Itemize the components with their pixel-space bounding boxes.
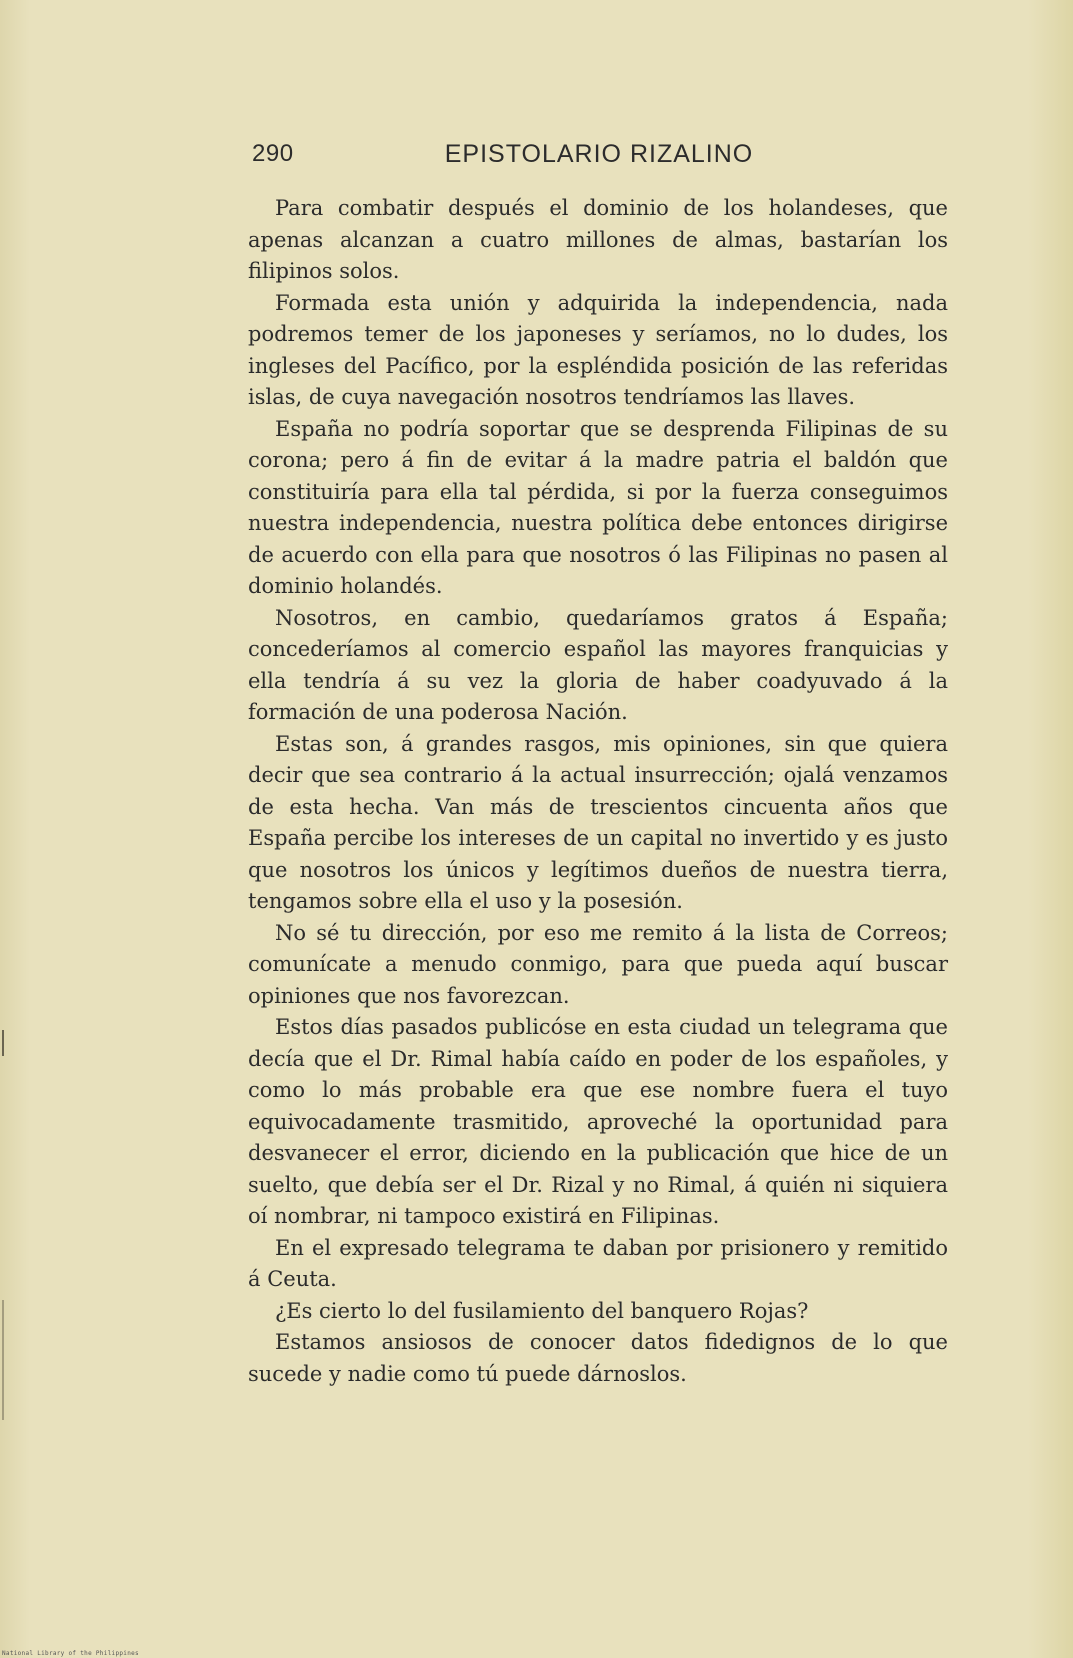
- paragraph: España no podría soportar que se desprenda Filipinas de su corona; pero á fin de evitar á la madre patria el baldón que constituiría para ella tal pérdida, si por la fuerza conseguimos nuestra independencia, nuestra política debe entonces dirigirse de acuerdo con ella para que nosotros ó las Filipinas no pasen al dominio holandés.: [248, 416, 948, 598]
- paragraph: Para combatir después el dominio de los holandeses, que apenas alcanzan a cuatro millones de almas, bastarían los filipinos solos.: [248, 196, 948, 283]
- paragraph: Formada esta unión y adquirida la independencia, nada podremos temer de los japoneses y seríamos, no lo dudes, los ingleses del Pacífico, por la espléndida posición de las referidas islas, de cuya navegación nosotros tendríamos las llaves.: [248, 290, 948, 409]
- letter-body: [248, 193, 948, 1390]
- paragraph: No sé tu dirección, por eso me remito á la lista de Correos; comunícate a menudo conmigo, para que pueda aquí buscar opiniones que nos favorezcan.: [248, 920, 948, 1008]
- scan-edge-mark: [2, 1300, 4, 1420]
- library-credit: National Library of the Philippines: [2, 1650, 139, 1657]
- running-title: EPISTOLARIO RIZALINO: [444, 140, 754, 168]
- paragraph: Estas son, á grandes rasgos, mis opiniones, sin que quiera decir que sea contrario á la actual insurrección; ojalá venzamos de esta hecha. Van más de trescientos cincuenta años que España percibe los intereses de un capital no invertido y es justo que nosotros los únicos y legítimos dueños de nuestra tierra, tengamos sobre ella el uso y la posesión.: [248, 731, 948, 913]
- paragraph: Estamos ansiosos de conocer datos fidedignos de lo que sucede y nadie como tú puede dárnoslos.: [248, 1330, 948, 1386]
- page-header: [252, 140, 946, 174]
- paragraph: En el expresado telegrama te daban por prisionero y remitido á Ceuta.: [248, 1235, 948, 1291]
- paragraph: Estos días pasados publicóse en esta ciudad un telegrama que decía que el Dr. Rimal había caído en poder de los españoles, y como lo más probable era que ese nombre fuera el tuyo equivocadamente trasmitido, aproveché la oportunidad para desvanecer el error, diciendo en la publicación que hice de un suelto, que debía ser el Dr. Rizal y no Rimal, á quién ni siquiera oí nombrar, ni tampoco existirá en Filipinas.: [248, 1015, 948, 1228]
- paragraph: ¿Es cierto lo del fusilamiento del banquero Rojas?: [275, 1298, 809, 1323]
- paragraph: Nosotros, en cambio, quedaríamos gratos á España; concederíamos al comercio español las mayores franquicias y ella tendría á su vez la gloria de haber coadyuvado á la formación de una poderosa Nación.: [248, 605, 948, 724]
- scan-edge-mark: [2, 1030, 4, 1056]
- page-number: 290: [252, 140, 294, 167]
